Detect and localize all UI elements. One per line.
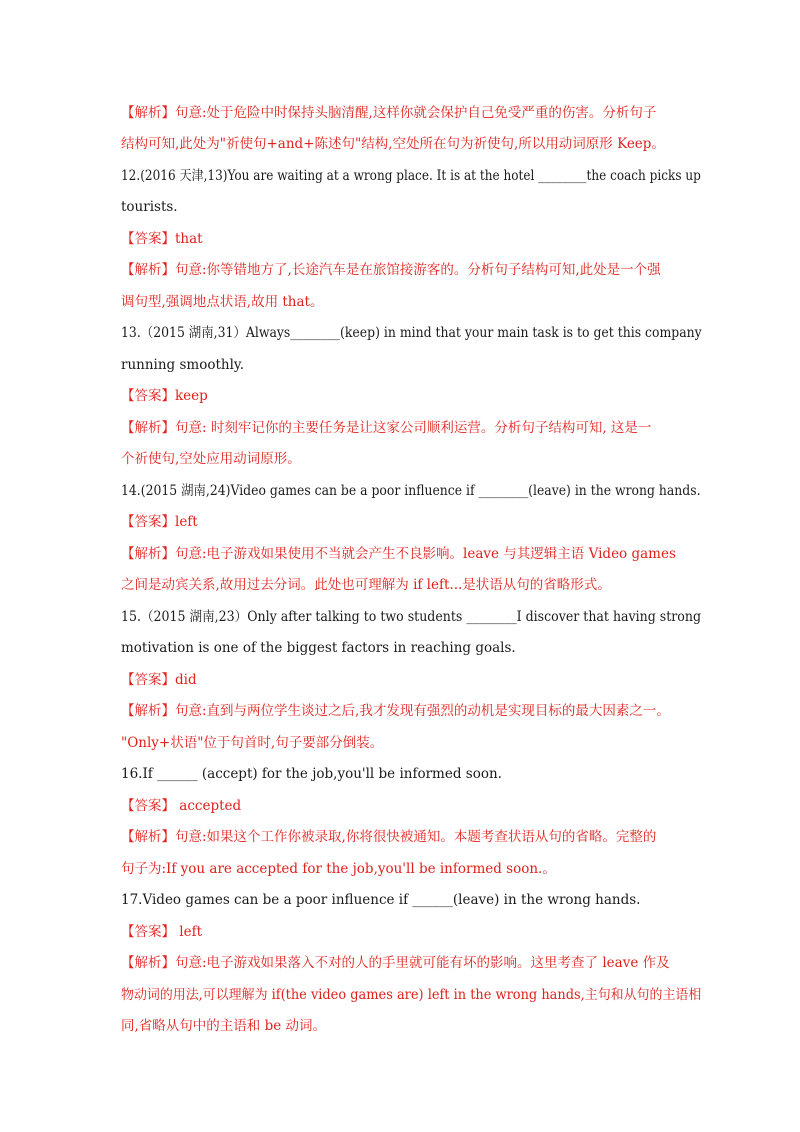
answer-14: 【答案】left [121, 514, 198, 530]
question-15-line-1: 15.（2015 湖南,23）Only after talking to two students ________I discover that having strong [121, 609, 702, 625]
analysis-17-line-3: 同,省略从句中的主语和 be 动词。 [121, 1018, 327, 1034]
answer-13: 【答案】keep [121, 388, 208, 404]
answer-12: 【答案】that [121, 231, 203, 247]
question-16: 16.If ______ (accept) for the job,you'll be informed soon. [121, 766, 502, 782]
answer-15: 【答案】did [121, 672, 197, 688]
analysis-17-line-1: 【解析】句意:电子游戏如果落入不对的人的手里就可能有坏的影响。这里考查了 leave 作及 [121, 955, 670, 971]
analysis-16-line-1: 【解析】句意:如果这个工作你被录取,你将很快被通知。本题考查状语从句的省略。完整的 [121, 829, 657, 845]
analysis-11-line-2: 结构可知,此处为"祈使句+and+陈述句"结构,空处所在句为祈使句,所以用动词原形 Keep。 [121, 136, 665, 152]
question-17: 17.Video games can be a poor influence if ______(leave) in the wrong hands. [121, 892, 641, 908]
answer-17: 【答案】 left [121, 924, 203, 940]
analysis-17-line-2: 物动词的用法,可以理解为 if(the video games are) left in the wrong hands,主句和从句的主语相 [121, 987, 702, 1003]
analysis-13-line-2: 个祈使句,空处应用动词原形。 [121, 451, 301, 467]
analysis-12-line-2: 调句型,强调地点状语,故用 that。 [121, 294, 324, 310]
analysis-14-line-1: 【解析】句意:电子游戏如果使用不当就会产生不良影响。leave 与其逻辑主语 Video games [121, 546, 676, 562]
question-15-line-2: motivation is one of the biggest factors in reaching goals. [121, 640, 516, 656]
analysis-13-line-1: 【解析】句意: 时刻牢记你的主要任务是让这家公司顺利运营。分析句子结构可知, 这是一 [121, 420, 652, 436]
analysis-15-line-2: "Only+状语"位于句首时,句子要部分倒装。 [121, 735, 384, 751]
answer-16: 【答案】 accepted [121, 798, 242, 814]
question-12-line-2: tourists. [121, 199, 178, 215]
question-13-line-1: 13.（2015 湖南,31）Always________(keep) in mind that your main task is to get this company [121, 325, 702, 341]
analysis-12-line-1: 【解析】句意:你等错地方了,长途汽车是在旅馆接游客的。分析句子结构可知,此处是一个强 [121, 262, 661, 278]
question-14: 14.(2015 湖南,24)Video games can be a poor influence if ________(leave) in the wrong hands. [121, 483, 701, 499]
question-12-line-1: 12.(2016 天津,13)You are waiting at a wrong place. It is at the hotel ________the coach picks up [121, 168, 701, 184]
analysis-15-line-1: 【解析】句意:直到与两位学生谈过之后,我才发现有强烈的动机是实现目标的最大因素之一。 [121, 703, 670, 719]
analysis-16-line-2: 句子为:If you are accepted for the job,you'll be informed soon.。 [121, 861, 556, 877]
question-13-line-2: running smoothly. [121, 357, 245, 373]
analysis-11-line-1: 【解析】句意:处于危险中时保持头脑清醒,这样你就会保护自己免受严重的伤害。分析句子 [121, 105, 657, 121]
analysis-14-line-2: 之间是动宾关系,故用过去分词。此处也可理解为 if left...是状语从句的省略形式。 [121, 577, 611, 593]
